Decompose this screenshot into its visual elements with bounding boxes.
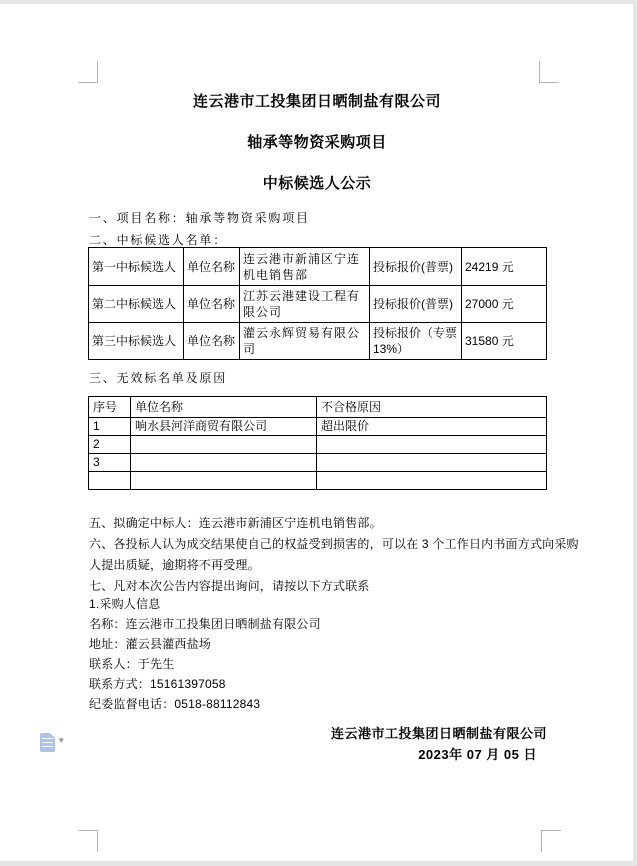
paragraph-line: 七、凡对本次公告内容提出询问，请按以下方式联系 <box>89 579 370 593</box>
paragraph-line: 五、拟确定中标人：连云港市新浦区宁连机电销售部。 <box>89 516 382 530</box>
section-3-invalid-bids: 三、无效标名单及原因 <box>89 371 228 385</box>
table-row <box>89 418 547 436</box>
paste-options-icon[interactable] <box>40 733 55 752</box>
paragraph-line: 六、各投标人认为成交结果使自己的权益受到损害的，可以在 3 个工作日内书面方式向采购 <box>89 537 579 551</box>
serial-number <box>89 472 131 490</box>
table-row <box>89 286 547 323</box>
margin-crop-mark-bottom-right <box>541 830 561 852</box>
contact-line: 地址：灌云县灌西盐场 <box>89 637 212 651</box>
candidate-rank: 第二中标候选人 <box>89 286 184 323</box>
candidates-table <box>88 247 547 360</box>
signature-date: 2023年 07 月 05 日 <box>418 747 537 762</box>
signature-company: 连云港市工投集团日晒制盐有限公司 <box>330 726 547 741</box>
unit-name-label: 单位名称 <box>184 286 240 323</box>
doc-title-line-3: 中标候选人公示 <box>262 175 372 192</box>
paragraph-line: 人提出质疑，逾期将不再受理。 <box>89 558 260 572</box>
bid-price: 31580 元 <box>462 323 547 360</box>
candidate-company: 江苏云港建设工程有限公司 <box>240 286 370 323</box>
candidate-company: 灌云永辉贸易有限公司 <box>240 323 370 360</box>
invalid-company <box>131 472 317 490</box>
unit-name-label: 单位名称 <box>184 248 240 286</box>
invalid-reason <box>317 472 547 490</box>
table-row <box>89 472 547 490</box>
doc-title-line-1: 连云港市工投集团日晒制盐有限公司 <box>192 93 441 110</box>
candidate-rank: 第一中标候选人 <box>89 248 184 286</box>
contact-line: 1.采购人信息 <box>89 597 161 611</box>
serial-number: 2 <box>89 436 131 454</box>
serial-number: 3 <box>89 454 131 472</box>
doc-title-line-2: 轴承等物资采购项目 <box>247 134 387 151</box>
table-row <box>89 454 547 472</box>
body-paragraphs <box>89 513 579 597</box>
invalid-company: 响水县河洋商贸有限公司 <box>131 418 317 436</box>
unit-name-label: 单位名称 <box>184 323 240 360</box>
paste-icon-fold-corner <box>50 733 55 738</box>
margin-crop-mark-top-left <box>78 61 98 83</box>
invalid-bids-table <box>88 396 547 490</box>
purchaser-contact-info <box>89 594 559 714</box>
section-2-candidates-list: 二、中标候选人名单： <box>89 233 228 247</box>
table-row <box>89 248 547 286</box>
candidate-rank: 第三中标候选人 <box>89 323 184 360</box>
invalid-company <box>131 454 317 472</box>
margin-crop-mark-bottom-left <box>78 830 98 852</box>
section-1-project-name: 一、项目名称：轴承等物资采购项目 <box>89 211 310 225</box>
table-row <box>89 323 547 360</box>
candidate-company: 连云港市新浦区宁连机电销售部 <box>240 248 370 286</box>
invalid-reason <box>317 454 547 472</box>
bid-price: 24219 元 <box>462 248 547 286</box>
col-header-reason: 不合格原因 <box>317 397 547 418</box>
price-type: 投标报价(普票) <box>370 286 462 323</box>
invalid-reason: 超出限价 <box>317 418 547 436</box>
contact-line: 名称：连云港市工投集团日晒制盐有限公司 <box>89 617 321 631</box>
invalid-reason <box>317 436 547 454</box>
price-type: 投标报价(普票) <box>370 248 462 286</box>
contact-line: 联系人：于先生 <box>89 657 175 671</box>
contact-line: 联系方式：15161397058 <box>89 677 226 691</box>
col-header-serial: 序号 <box>89 397 131 418</box>
contact-line: 纪委监督电话：0518-88112843 <box>89 697 261 711</box>
price-type: 投标报价（专票 13%） <box>370 323 462 360</box>
table-header-row <box>89 397 547 418</box>
paste-options-dropdown-arrow-icon[interactable]: ▾ <box>59 735 64 745</box>
bid-price: 27000 元 <box>462 286 547 323</box>
col-header-unit-name: 单位名称 <box>131 397 317 418</box>
paste-icon-lines <box>42 738 53 749</box>
document-page <box>0 4 633 861</box>
margin-crop-mark-top-right <box>539 61 559 83</box>
invalid-company <box>131 436 317 454</box>
table-row <box>89 436 547 454</box>
serial-number: 1 <box>89 418 131 436</box>
